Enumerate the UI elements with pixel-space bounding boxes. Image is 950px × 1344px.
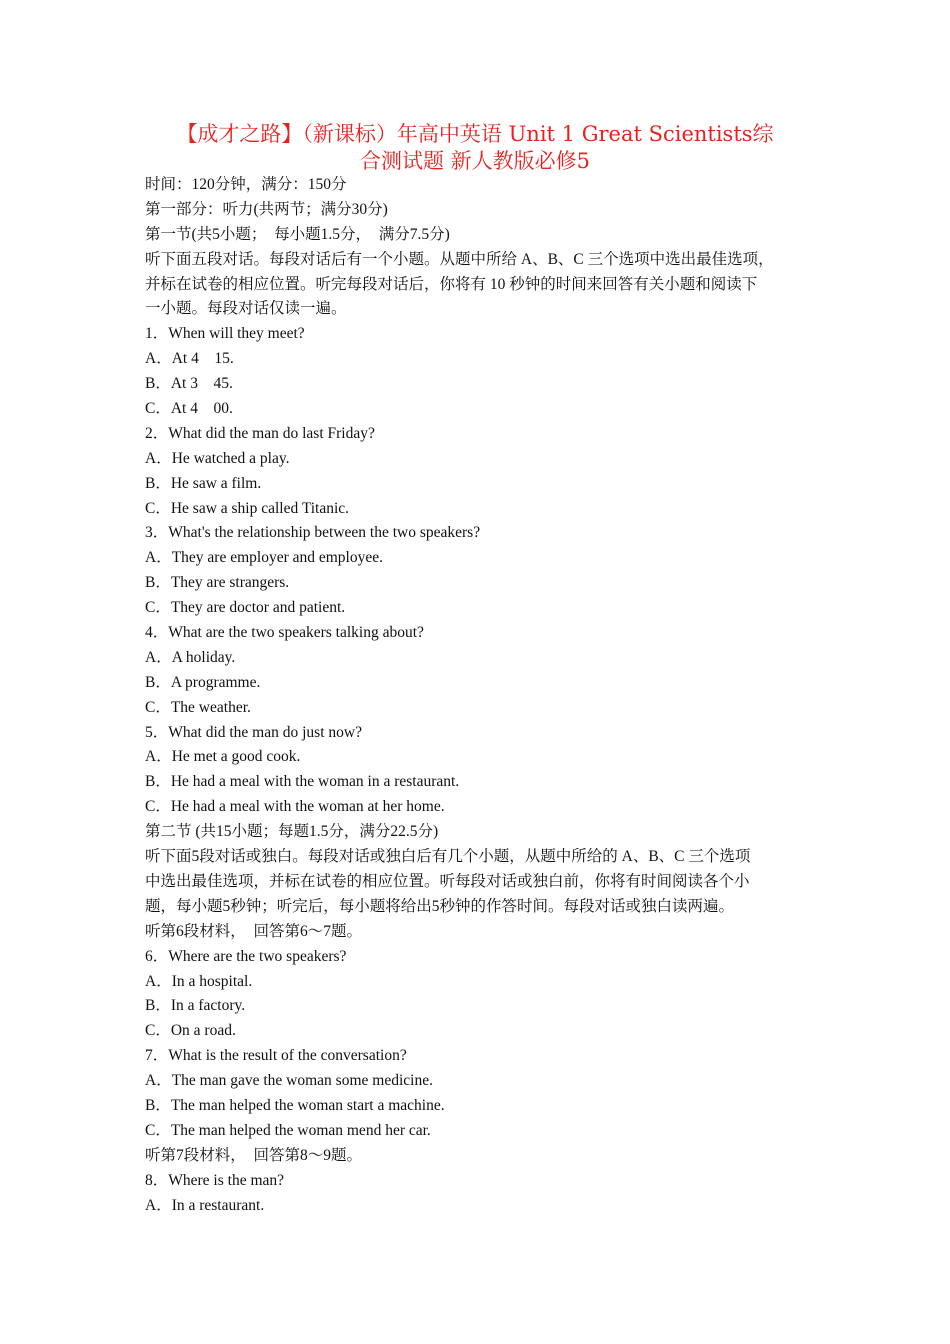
document-title <box>140 121 810 175</box>
option-line: A．He watched a play. <box>145 449 290 467</box>
text-line: 中选出最佳选项，并标在试卷的相应位置。听每段对话或独白前，你将有时间阅读各个小 <box>145 872 750 890</box>
option-line: C．He had a meal with the woman at her home. <box>145 798 445 816</box>
option-line: C．The weather. <box>145 698 251 716</box>
option-line: B．The man helped the woman start a machine. <box>145 1096 445 1114</box>
text-line: 听下面5段对话或独白。每段对话或独白后有几个小题，从题中所给的 A、B、C 三个选项 <box>145 848 751 866</box>
option-line: C．At 4 00. <box>145 400 233 418</box>
option-line: A．He met a good cook. <box>145 748 301 766</box>
question-line: 2．What did the man do last Friday? <box>145 424 375 442</box>
text-line: 时间：120分钟，满分：150分 <box>145 176 347 193</box>
document-body <box>145 173 825 1218</box>
question-line: 1．When will they meet? <box>145 325 305 343</box>
text-line: 第一节(共5小题； 每小题1.5分， 满分7.5分) <box>145 225 450 243</box>
option-line: C．The man helped the woman mend her car. <box>145 1121 431 1139</box>
title-line-1: 【成才之路】（新课标）年高中英语 Unit 1 Great Scientists综 <box>176 122 774 146</box>
text-line: 听下面五段对话。每段对话后有一个小题。从题中所给 A、B、C 三个选项中选出最佳选项， <box>145 250 774 268</box>
option-line: B．They are strangers. <box>145 574 290 592</box>
question-line: 8．Where is the man? <box>145 1171 285 1189</box>
option-line: C．He saw a ship called Titanic. <box>145 499 350 517</box>
question-line: 4．What are the two speakers talking about? <box>145 624 424 642</box>
option-line: A．The man gave the woman some medicine. <box>145 1072 433 1090</box>
option-line: A．They are employer and employee. <box>145 549 384 567</box>
option-line: A．A holiday. <box>145 648 236 666</box>
option-line: A．In a hospital. <box>145 972 253 990</box>
question-line: 7．What is the result of the conversation? <box>145 1047 407 1065</box>
text-line: 听第7段材料， 回答第8～9题。 <box>145 1146 363 1164</box>
option-line: B．In a factory. <box>145 997 246 1015</box>
text-line: 一小题。每段对话仅读一遍。 <box>145 300 347 318</box>
text-line: 并标在试卷的相应位置。听完每段对话后，你将有 10 秒钟的时间来回答有关小题和阅读下 <box>145 275 758 293</box>
option-line: C．On a road. <box>145 1022 236 1040</box>
option-line: B．He had a meal with the woman in a restaurant. <box>145 773 460 791</box>
title-line-2: 合测试题 新人教版必修5 <box>359 149 591 173</box>
question-line: 5．What did the man do just now? <box>145 723 362 741</box>
section-heading: 第二节 (共15小题；每题1.5分，满分22.5分) <box>145 823 439 841</box>
option-line: A．At 4 15. <box>145 350 234 368</box>
option-line: C．They are doctor and patient. <box>145 599 346 617</box>
text-line: 听第6段材料， 回答第6～7题。 <box>145 922 363 940</box>
question-line: 3．What's the relationship between the two speakers? <box>145 524 481 542</box>
text-line: 第一部分：听力(共两节；满分30分) <box>145 200 388 218</box>
question-line: 6．Where are the two speakers? <box>145 947 347 965</box>
option-line: A．In a restaurant. <box>145 1196 265 1214</box>
option-line: B．At 3 45. <box>145 375 233 393</box>
text-line: 题，每小题5秒钟；听完后，每小题将给出5秒钟的作答时间。每段对话或独白读两遍。 <box>145 897 735 915</box>
option-line: B．A programme. <box>145 673 261 691</box>
option-line: B．He saw a film. <box>145 474 262 492</box>
